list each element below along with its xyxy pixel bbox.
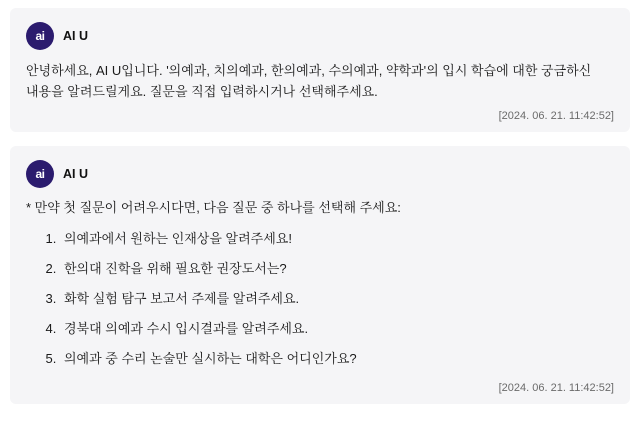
sender-name: AI U (63, 167, 88, 182)
chat-message-greeting (10, 8, 630, 132)
message-body (26, 60, 614, 102)
suggestions-intro: * 만약 첫 질문이 어려우시다면, 다음 질문 중 하나를 선택해 주세요: (26, 200, 401, 216)
chat-message-suggestions (10, 146, 630, 404)
message-text: 안녕하세요, AI U입니다. '의예과, 치의예과, 한의예과, 수의예과, 약학과'의 입시 학습에 대한 궁금하신 내용을 알려드릴게요. 질문을 직접 입력하시거나 선택해주세요. (26, 63, 592, 100)
list-item[interactable]: 4. 경북대 의예과 수시 입시결과를 알려주세요. (60, 319, 614, 339)
ai-avatar-icon: ai (26, 160, 54, 188)
message-header (26, 22, 614, 50)
suggestion-list (26, 229, 614, 370)
message-header (26, 160, 614, 188)
list-item[interactable]: 2. 한의대 진학을 위해 필요한 권장도서는? (60, 259, 614, 279)
sender-name: AI U (63, 29, 88, 43)
list-item[interactable]: 5. 의예과 중 수리 논술만 실시하는 대학은 어디인가요? (60, 349, 614, 369)
list-item[interactable]: 3. 화학 실험 탐구 보고서 주제를 알려주세요. (60, 289, 614, 309)
list-item[interactable]: 1. 의예과에서 원하는 인재상을 알려주세요! (60, 229, 614, 249)
message-timestamp: [2024. 06. 21. 11:42:52] (498, 381, 614, 394)
message-timestamp: [2024. 06. 21. 11:42:52] (498, 110, 614, 123)
ai-avatar-icon: ai (26, 22, 54, 50)
